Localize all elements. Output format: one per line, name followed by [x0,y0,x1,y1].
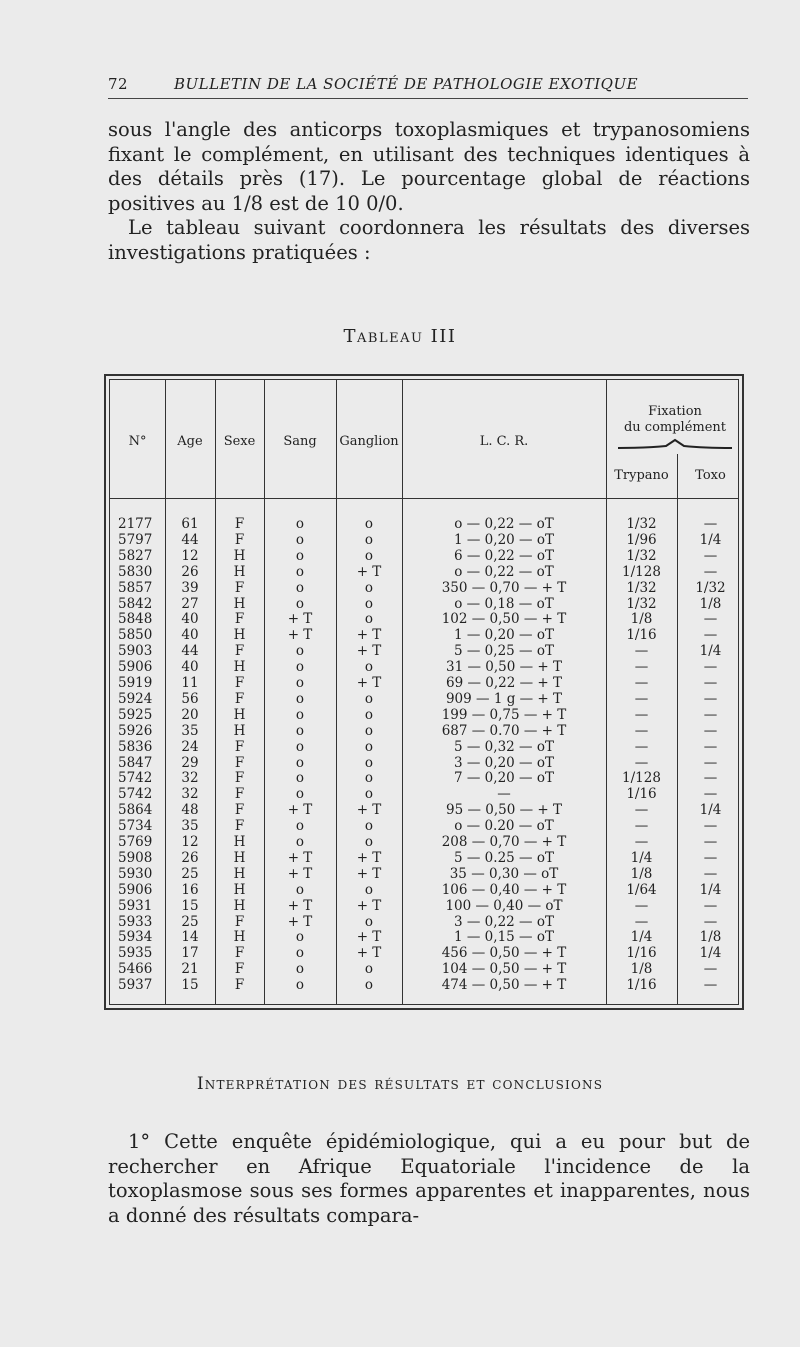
cell-no: 5769 [118,834,153,850]
cell-toxo: — [703,961,718,978]
cell-age: 11 [181,675,199,691]
cell-toxo: — [703,977,718,994]
table-row [110,945,738,961]
cell-age: 40 [181,659,199,676]
cell-sexe: F [234,913,245,930]
cell-lcr: 35 — 0,30 — oT [449,865,559,882]
cell-sexe: H [233,897,246,914]
cell-lcr: — [497,786,511,803]
cell-ganglion: o [364,690,374,707]
cell-ganglion: + T [356,945,382,962]
cell-sexe: H [233,627,246,644]
cell-sexe: H [233,595,246,612]
cell-no: 5847 [118,754,153,771]
cell-lcr: o — 0.20 — oT [454,818,554,835]
cell-sang: + T [287,849,313,866]
cell-sexe: F [234,738,245,755]
header-age: Age [177,434,203,449]
cell-lcr: 474 — 0,50 — + T [441,977,567,994]
table-row [110,723,738,739]
cell-age: 27 [181,595,199,612]
running-header [108,72,748,99]
cell-sexe: F [234,754,245,771]
cell-sang: + T [287,897,313,914]
cell-ganglion: o [364,738,374,755]
cell-no: 5842 [118,595,153,612]
cell-no: 5797 [118,531,153,548]
cell-sexe: F [234,675,245,691]
cell-sexe: H [233,929,246,946]
cell-toxo: — [703,627,718,644]
cell-ganglion: o [364,818,374,835]
cell-sang: o [295,881,305,898]
cell-ganglion: o [364,977,374,994]
cell-sexe: H [233,834,246,850]
cell-toxo: — [703,786,718,803]
cell-sang: o [295,738,305,755]
cell-ganglion: + T [356,802,382,819]
cell-sexe: F [234,818,245,835]
cell-age: 32 [181,770,199,787]
cell-sexe: H [233,547,246,564]
cell-lcr: o — 0,18 — oT [454,595,554,612]
cell-trypano: 1/32 [626,595,657,612]
cell-sexe: F [234,579,245,596]
cell-no: 5908 [118,849,153,866]
cell-age: 21 [181,961,199,978]
cell-trypano: 1/16 [626,627,657,644]
cell-age: 40 [181,627,199,644]
cell-toxo: — [703,516,718,532]
table-row [110,659,738,675]
cell-trypano: — [634,818,649,835]
cell-ganglion: o [364,706,374,723]
cell-sang: + T [287,865,313,882]
cell-ganglion: + T [356,849,382,866]
cell-lcr: o — 0,22 — oT [454,563,554,580]
table-row [110,850,738,866]
cell-trypano: 1/32 [626,547,657,564]
cell-no: 5836 [118,738,153,755]
cell-sang: o [295,770,305,787]
cell-sang: o [295,754,305,771]
cell-trypano: — [634,675,649,691]
table-row [110,834,738,850]
cell-lcr: o — 0,22 — oT [454,516,554,532]
cell-lcr: 3 — 0,22 — oT [454,913,554,930]
cell-no: 5734 [118,818,153,835]
table-row [110,914,738,930]
cell-trypano: 1/4 [630,929,653,946]
cell-sang: o [295,659,305,676]
cell-lcr: 102 — 0,50 — + T [441,611,567,628]
cell-age: 48 [181,802,199,819]
cell-no: 5850 [118,627,153,644]
cell-lcr: 6 — 0,22 — oT [454,547,554,564]
cell-ganglion: o [364,659,374,676]
cell-toxo: 1/32 [695,579,726,596]
cell-sexe: F [234,945,245,962]
table-row [110,643,738,659]
table-row [110,707,738,723]
cell-toxo: — [703,675,718,691]
table-row [110,802,738,818]
cell-sexe: F [234,611,245,628]
cell-ganglion: o [364,786,374,803]
cell-age: 12 [181,547,199,564]
cell-sang: o [295,834,305,850]
cell-sang: o [295,675,305,691]
cell-toxo: — [703,659,718,676]
cell-trypano: — [634,659,649,676]
table-row [110,866,738,882]
cell-sang: o [295,690,305,707]
cell-age: 25 [181,913,199,930]
cell-age: 15 [181,897,199,914]
cell-ganglion: + T [356,675,382,691]
cell-ganglion: o [364,834,374,850]
cell-ganglion: o [364,961,374,978]
cell-sang: o [295,579,305,596]
cell-no: 2177 [118,516,153,532]
cell-age: 44 [181,531,199,548]
cell-age: 14 [181,929,199,946]
table-row [110,516,738,532]
cell-lcr: 208 — 0,70 — + T [441,834,567,850]
cell-trypano: — [634,690,649,707]
cell-ganglion: o [364,579,374,596]
cell-age: 29 [181,754,199,771]
cell-trypano: 1/16 [626,977,657,994]
cell-age: 17 [181,945,199,962]
cell-no: 5466 [118,961,153,978]
cell-age: 15 [181,977,199,994]
cell-lcr: 5 — 0.25 — oT [454,849,554,866]
header-fixation: Fixation [648,404,702,419]
cell-no: 5827 [118,547,153,564]
cell-ganglion: o [364,881,374,898]
cell-toxo: — [703,818,718,835]
cell-lcr: 5 — 0,32 — oT [454,738,554,755]
cell-no: 5935 [118,945,153,962]
intro-paragraph-1: sous l'angle des anticorps toxoplasmiques et trypanosomiens fixant le complément, en utilisant des techniques identiques à des détails près (17). Le pourcentage global de réactions positives au 1/8 est de 10 0/0. [108,118,750,215]
cell-toxo: — [703,849,718,866]
cell-sang: o [295,531,305,548]
cell-lcr: 1 — 0,20 — oT [454,627,554,644]
cell-sexe: F [234,690,245,707]
cell-toxo: — [703,547,718,564]
table-row [110,929,738,945]
cell-ganglion: + T [356,563,382,580]
header-fixation-sub: du complément [623,420,727,435]
cell-sexe: H [233,881,246,898]
cell-ganglion: o [364,595,374,612]
cell-age: 35 [181,722,199,739]
cell-no: 5933 [118,913,153,930]
cell-no: 5906 [118,881,153,898]
cell-age: 44 [181,643,199,660]
cell-lcr: 69 — 0,22 — + T [445,675,562,691]
cell-no: 5830 [118,563,153,580]
cell-trypano: — [634,913,649,930]
cell-age: 61 [181,516,199,532]
cell-sexe: F [234,961,245,978]
cell-sexe: H [233,659,246,676]
table-row [110,961,738,977]
cell-ganglion: o [364,611,374,628]
cell-trypano: — [634,722,649,739]
cell-age: 26 [181,849,199,866]
table-row [110,739,738,755]
cell-ganglion: + T [356,643,382,660]
cell-sang: o [295,961,305,978]
cell-age: 26 [181,563,199,580]
cell-ganglion: + T [356,897,382,914]
cell-age: 56 [181,690,199,707]
cell-sang: o [295,595,305,612]
cell-toxo: 1/8 [699,929,722,946]
cell-toxo: — [703,754,718,771]
header-brace [616,438,734,452]
cell-lcr: 456 — 0,50 — + T [441,945,567,962]
cell-trypano: 1/128 [622,563,661,580]
cell-sang: o [295,706,305,723]
cell-age: 32 [181,786,199,803]
cell-sang: o [295,563,305,580]
cell-ganglion: o [364,531,374,548]
cell-age: 24 [181,738,199,755]
page-number: 72 [108,75,129,93]
cell-lcr: 104 — 0,50 — + T [441,961,567,978]
cell-sang: o [295,786,305,803]
cell-toxo: 1/4 [699,945,722,962]
table-row [110,977,738,993]
cell-toxo: 1/4 [699,643,722,660]
cell-no: 5742 [118,770,153,787]
section-heading: Interprétation des résultats et conclusions [196,1074,604,1094]
cell-age: 39 [181,579,199,596]
cell-sexe: H [233,849,246,866]
cell-lcr: 31 — 0,50 — + T [445,659,562,676]
cell-trypano: 1/96 [626,531,657,548]
cell-sang: + T [287,913,313,930]
cell-trypano: — [634,754,649,771]
cell-trypano: — [634,834,649,850]
cell-trypano: 1/16 [626,945,657,962]
cell-ganglion: + T [356,865,382,882]
cell-no: 5924 [118,690,153,707]
cell-no: 5742 [118,786,153,803]
table-row [110,882,738,898]
cell-sexe: F [234,516,245,532]
cell-lcr: 106 — 0,40 — + T [441,881,567,898]
cell-lcr: 199 — 0,75 — + T [441,706,567,723]
cell-lcr: 95 — 0,50 — + T [445,802,562,819]
header-sang: Sang [283,434,317,449]
cell-toxo: 1/4 [699,531,722,548]
table-row [110,548,738,564]
cell-sang: o [295,722,305,739]
cell-sexe: H [233,865,246,882]
cell-trypano: — [634,643,649,660]
cell-toxo: 1/4 [699,802,722,819]
cell-toxo: — [703,913,718,930]
cell-ganglion: + T [356,627,382,644]
cell-sang: o [295,516,305,532]
cell-lcr: 687 — 0.70 — + T [441,722,567,739]
table-row [110,532,738,548]
table-row [110,627,738,643]
cell-no: 5925 [118,706,153,723]
cell-age: 35 [181,818,199,835]
cell-sexe: H [233,722,246,739]
cell-ganglion: o [364,547,374,564]
table-row [110,691,738,707]
cell-toxo: — [703,834,718,850]
cell-trypano: 1/8 [630,961,653,978]
cell-ganglion: o [364,754,374,771]
cell-sexe: H [233,563,246,580]
cell-sexe: F [234,531,245,548]
cell-sang: o [295,977,305,994]
cell-toxo: — [703,865,718,882]
cell-no: 5926 [118,722,153,739]
cell-trypano: — [634,897,649,914]
cell-lcr: 7 — 0,20 — oT [454,770,554,787]
cell-sexe: F [234,643,245,660]
cell-no: 5919 [118,675,153,691]
journal-title: BULLETIN DE LA SOCIÉTÉ DE PATHOLOGIE EXOTIQUE [174,75,639,93]
cell-trypano: — [634,738,649,755]
header-no: N° [128,434,147,449]
header-ganglion: Ganglion [339,434,399,449]
cell-trypano: — [634,706,649,723]
cell-lcr: 3 — 0,20 — oT [454,754,554,771]
cell-lcr: 5 — 0,25 — oT [454,643,554,660]
cell-ganglion: o [364,722,374,739]
table-row [110,580,738,596]
cell-sang: o [295,818,305,835]
cell-age: 40 [181,611,199,628]
cell-lcr: 100 — 0,40 — oT [445,897,563,914]
cell-toxo: — [703,690,718,707]
cell-no: 5934 [118,929,153,946]
cell-trypano: 1/32 [626,516,657,532]
cell-lcr: 1 — 0,20 — oT [454,531,554,548]
cell-age: 16 [181,881,199,898]
cell-toxo: — [703,897,718,914]
conclusion-paragraph-1: 1° Cette enquête épidémiologique, qui a eu pour but de rechercher en Afrique Equatoriale l'incidence de la toxoplasmose sous ses formes apparentes et inapparentes, nous a donné des résultats compara- [108,1130,750,1227]
cell-no: 5937 [118,977,153,994]
cell-no: 5930 [118,865,153,882]
cell-sang: + T [287,611,313,628]
cell-toxo: — [703,738,718,755]
header-rule [110,498,738,499]
cell-no: 5931 [118,897,153,914]
cell-toxo: — [703,770,718,787]
cell-lcr: 1 — 0,15 — oT [454,929,554,946]
cell-trypano: — [634,802,649,819]
table-row [110,675,738,691]
cell-no: 5857 [118,579,153,596]
cell-sang: + T [287,802,313,819]
cell-toxo: 1/8 [699,595,722,612]
results-table [104,374,744,1010]
cell-lcr: 909 — 1 g — + T [445,690,563,707]
cell-ganglion: o [364,516,374,532]
cell-sang: o [295,547,305,564]
header-sexe: Sexe [223,434,256,449]
cell-age: 20 [181,706,199,723]
cell-no: 5903 [118,643,153,660]
cell-sang: + T [287,627,313,644]
cell-toxo: — [703,563,718,580]
cell-no: 5848 [118,611,153,628]
cell-toxo: — [703,611,718,628]
cell-trypano: 1/8 [630,611,653,628]
table-row [110,770,738,786]
cell-toxo: — [703,722,718,739]
cell-age: 25 [181,865,199,882]
table-title: Tableau III [343,326,457,347]
table-row [110,611,738,627]
cell-trypano: 1/8 [630,865,653,882]
cell-sexe: H [233,706,246,723]
table-row [110,818,738,834]
cell-trypano: 1/128 [622,770,661,787]
table-inner-frame [109,379,739,1005]
cell-sexe: F [234,802,245,819]
header-lcr: L. C. R. [479,434,529,449]
intro-paragraph-2: Le tableau suivant coordonnera les résultats des diverses investigations pratiquées : [108,216,750,264]
cell-age: 12 [181,834,199,850]
cell-sexe: F [234,786,245,803]
table-row [110,786,738,802]
cell-sexe: F [234,770,245,787]
cell-ganglion: o [364,770,374,787]
cell-sang: o [295,643,305,660]
cell-sang: o [295,945,305,962]
table-row [110,755,738,771]
cell-trypano: 1/4 [630,849,653,866]
header-trypano: Trypano [614,468,669,483]
cell-trypano: 1/64 [626,881,657,898]
table-row [110,596,738,612]
cell-no: 5906 [118,659,153,676]
cell-sexe: F [234,977,245,994]
cell-lcr: 350 — 0,70 — + T [441,579,567,596]
cell-trypano: 1/32 [626,579,657,596]
cell-trypano: 1/16 [626,786,657,803]
table-row [110,898,738,914]
cell-toxo: — [703,706,718,723]
table-row [110,564,738,580]
header-toxo: Toxo [695,468,726,483]
cell-no: 5864 [118,802,153,819]
cell-toxo: 1/4 [699,881,722,898]
cell-ganglion: + T [356,929,382,946]
cell-sang: o [295,929,305,946]
cell-ganglion: o [364,913,374,930]
